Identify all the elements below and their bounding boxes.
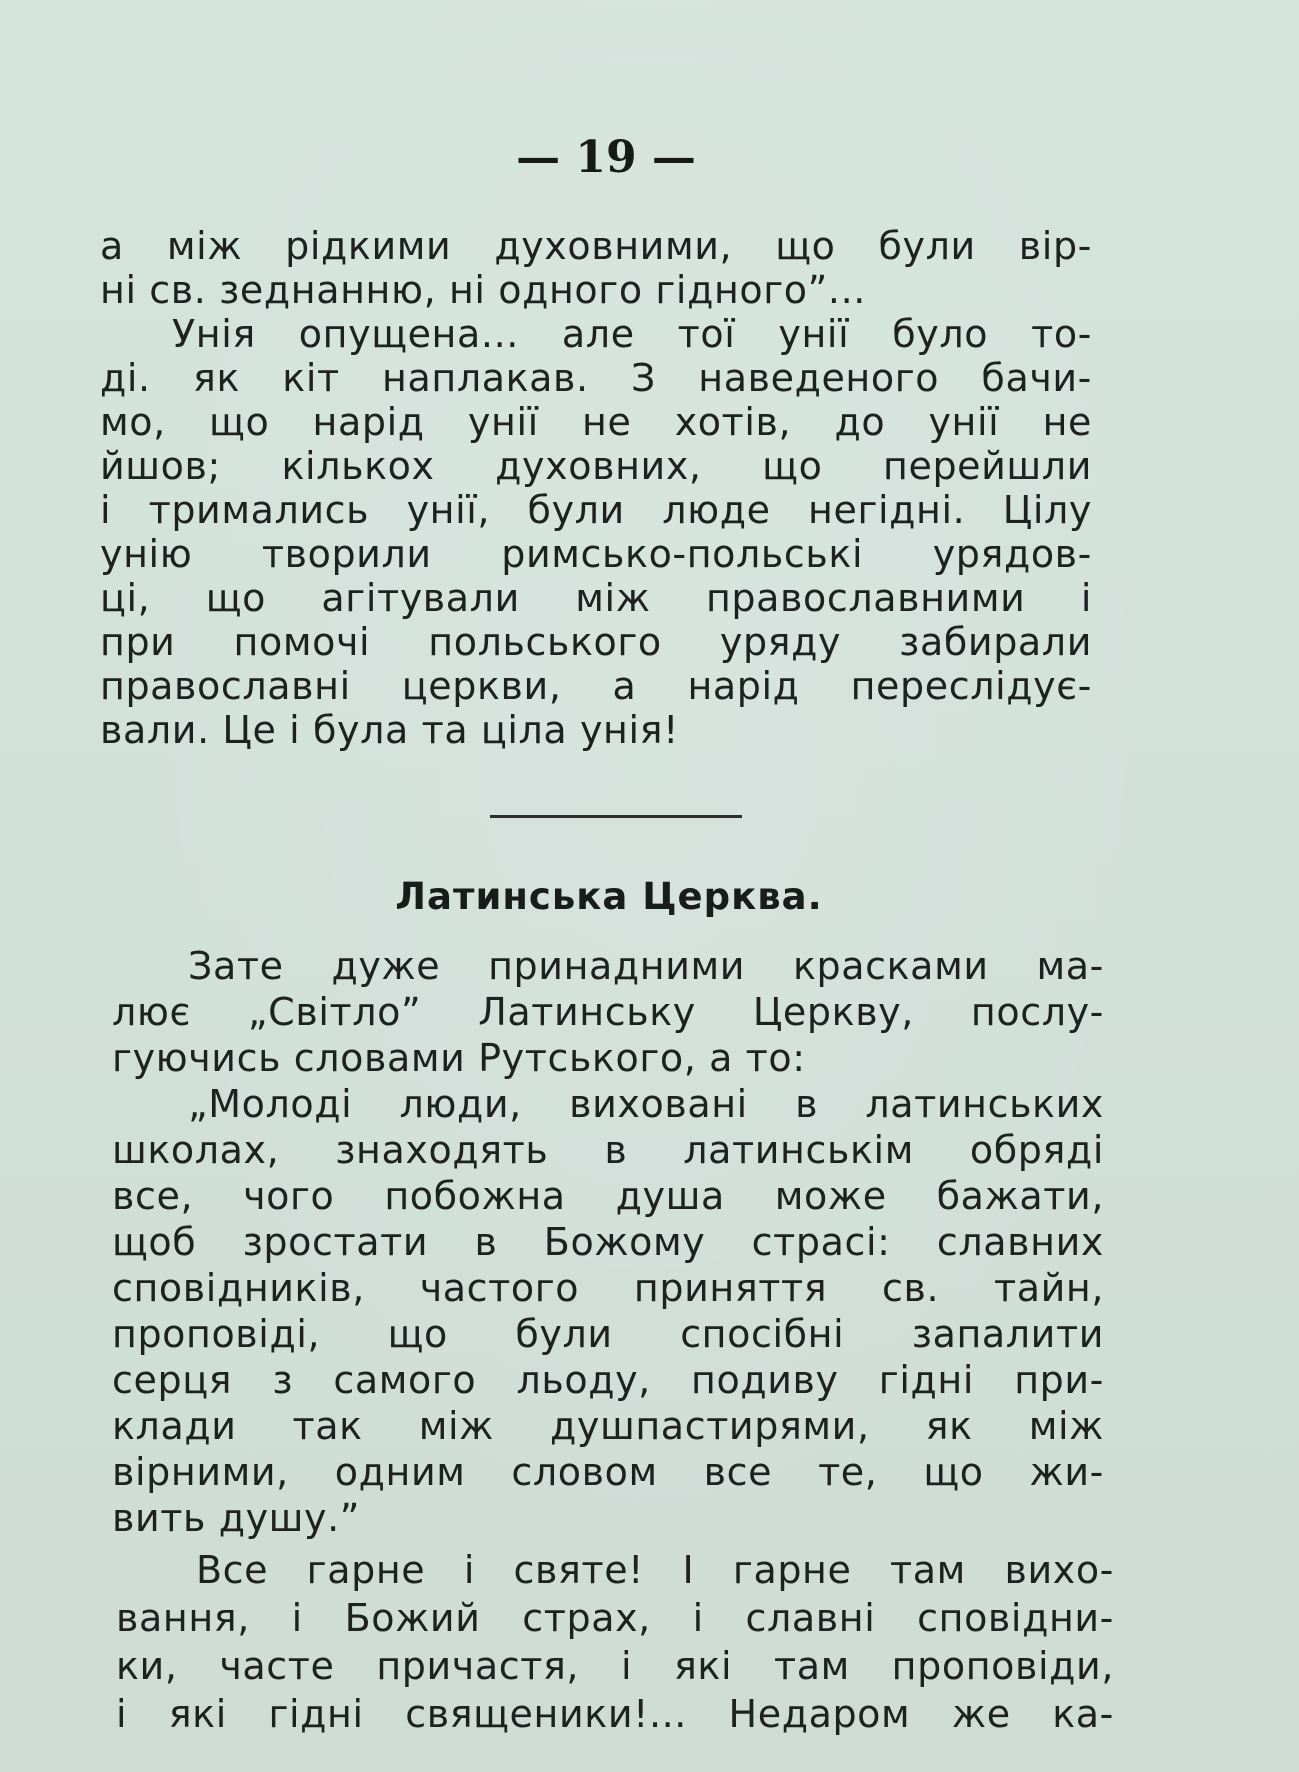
paragraph-line: клади так між душпастирями, як між xyxy=(112,1404,1104,1448)
paragraph-line: і які гідні священики!... Недаром же ка- xyxy=(116,1692,1114,1736)
paragraph-line: ці, що агітували між православними і xyxy=(100,576,1092,620)
paragraph-line: щоб зростати в Божому страсі: славних xyxy=(112,1220,1104,1264)
paragraph-line: мо, що нарід унії не хотів, до унії не xyxy=(100,400,1092,444)
paragraph-line: а між рідкими духовними, що були вір- xyxy=(100,224,1092,268)
paragraph-line: унію творили римсько-польські урядов- xyxy=(100,532,1092,576)
paragraph-line: вали. Це і була та ціла унія! xyxy=(100,708,679,752)
paragraph-line: серця з самого льоду, подиву гідні при- xyxy=(112,1358,1104,1402)
section-divider xyxy=(490,815,742,818)
paragraph-line: гуючись словами Рутського, а то: xyxy=(112,1036,806,1080)
paragraph-line: сповідників, частого приняття св. тайн, xyxy=(112,1266,1104,1310)
paragraph-line: православні церкви, а нарід переслідує- xyxy=(100,664,1092,708)
paragraph-line: школах, знаходять в латинськім обряді xyxy=(112,1128,1104,1172)
page-number: — 19 — xyxy=(516,132,696,183)
paragraph-line: ні св. зеднанню, ні одного гідного”... xyxy=(100,268,866,312)
section-heading: Латинська Церква. xyxy=(395,875,823,918)
paragraph-line: „Молоді люди, виховані в латинських xyxy=(188,1082,1104,1126)
paragraph-line: вання, і Божий страх, і славні сповідни- xyxy=(116,1596,1114,1640)
paragraph-line: при помочі польського уряду забирали xyxy=(100,620,1092,664)
paragraph-line: вірними, одним словом все те, що жи- xyxy=(112,1450,1104,1494)
paragraph-line: все, чого побожна душа може бажати, xyxy=(112,1174,1104,1218)
paragraph-line: ки, часте причастя, і які там проповіди, xyxy=(116,1644,1114,1688)
paragraph-line: лює „Світло” Латинську Церкву, послу- xyxy=(112,990,1104,1034)
paragraph-line: і тримались унії, були люде негідні. Цілу xyxy=(100,488,1092,532)
paragraph-line: Все гарне і святе! І гарне там вихо- xyxy=(196,1548,1114,1592)
paragraph-line: проповіді, що були спосібні запалити xyxy=(112,1312,1104,1356)
paragraph-line: вить душу.” xyxy=(112,1496,361,1540)
paragraph-line: йшов; кількох духовних, що перейшли xyxy=(100,444,1092,488)
paragraph-line: Унія опущена... але тої унії було то- xyxy=(172,312,1092,356)
paragraph-line: ді. як кіт наплакав. З наведеного бачи- xyxy=(100,356,1092,400)
paragraph-line: Зате дуже принадними красками ма- xyxy=(188,944,1104,988)
